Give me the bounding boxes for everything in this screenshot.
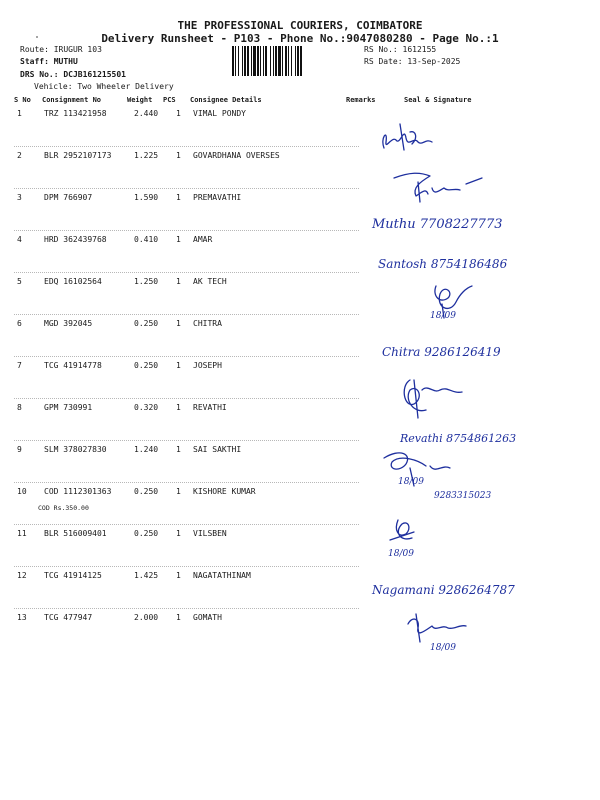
row-consignment: BLR 2952107173: [44, 151, 112, 160]
row-consignee: AK TECH: [193, 277, 227, 286]
signature-7-text: Chitra 9286126419: [382, 345, 501, 359]
signature-6: [430, 286, 472, 321]
signature-4-text: Muthu 7708227773: [372, 217, 503, 232]
row-sno: 2: [17, 151, 22, 160]
row-consignment: TRZ 113421958: [44, 109, 107, 118]
row-weight: 1.225: [134, 151, 159, 160]
staff-label: Staff: MUTHU: [20, 57, 78, 66]
row-pcs: 1: [176, 151, 181, 160]
barcode-bar: [253, 46, 256, 76]
row-sno: 12: [17, 571, 27, 580]
company-title: THE PROFESSIONAL COURIERS, COIMBATORE: [177, 19, 423, 32]
barcode-bar: [278, 46, 281, 76]
row-pcs: 1: [176, 571, 181, 580]
col-weight: Weight: [127, 96, 153, 104]
signature-13-date: 18/09: [430, 643, 456, 653]
row-sno: 13: [17, 613, 27, 622]
signature-5-text: Santosh 8754186486: [378, 257, 508, 271]
row-pcs: 1: [176, 277, 181, 286]
cod-amount-note: COD Rs.350.00: [38, 504, 89, 512]
barcode-bar: [295, 46, 296, 76]
barcode-bar: [257, 46, 259, 76]
row-pcs: 1: [176, 193, 181, 202]
row-consignee: NAGATATHINAM: [193, 571, 251, 580]
row-weight: 0.250: [134, 529, 159, 538]
barcode-bar: [251, 46, 252, 76]
route-label: Route: IRUGUR 103: [20, 45, 102, 54]
row-sno: 5: [17, 277, 22, 286]
row-weight: 2.000: [134, 613, 159, 622]
row-sno: 9: [17, 445, 22, 454]
row-consignee: VILSBEN: [193, 529, 227, 538]
row-consignee: GOVARDHANA OVERSES: [193, 151, 280, 160]
row-divider: [14, 608, 359, 609]
row-pcs: 1: [176, 403, 181, 412]
barcode-bar: [291, 46, 292, 76]
row-consignment: BLR 516009401: [44, 529, 107, 538]
row-consignee: JOSEPH: [193, 361, 222, 370]
row-weight: 1.250: [134, 277, 159, 286]
signature-12-text: Nagamani 9286264787: [372, 583, 515, 597]
barcode-bar: [265, 46, 267, 76]
row-consignment: TCG 41914125: [44, 571, 102, 580]
signature-12: [371, 583, 515, 597]
barcode-bar: [275, 46, 277, 76]
signature-4: [371, 217, 503, 232]
signature-11-date: 18/09: [388, 549, 414, 559]
row-divider: [14, 482, 359, 483]
row-pcs: 1: [176, 445, 181, 454]
row-pcs: 1: [176, 529, 181, 538]
rs-number: RS No.: 1612155: [364, 45, 437, 54]
row-divider: [14, 524, 359, 525]
row-consignment: TCG 477947: [44, 613, 93, 622]
row-divider: [14, 356, 359, 357]
signature-6-date: 18/09: [430, 311, 456, 321]
row-consignee: PREMAVATHI: [193, 193, 242, 202]
barcode-bar: [238, 46, 239, 76]
row-consignment: TCG 41914778: [44, 361, 102, 370]
row-sno: 1: [17, 109, 22, 118]
row-weight: 0.250: [134, 361, 159, 370]
signatures-area: [370, 118, 600, 678]
row-divider: [14, 440, 359, 441]
barcode-bar: [288, 46, 289, 76]
signature-1: [383, 124, 432, 150]
row-pcs: 1: [176, 361, 181, 370]
barcode-bar: [232, 46, 234, 76]
row-divider: [14, 314, 359, 315]
col-pcs: PCS: [163, 96, 176, 104]
barcode-bar: [260, 46, 261, 76]
signature-2: [394, 173, 482, 202]
signature-10-phone: 9283315023: [434, 491, 492, 501]
col-seal-signature: Seal & Signature: [404, 96, 472, 104]
row-pcs: 1: [176, 109, 181, 118]
signature-10-date: 18/09: [398, 477, 424, 487]
row-sno: 11: [17, 529, 27, 538]
barcode-bar: [244, 46, 246, 76]
scan-speck: [36, 36, 38, 38]
barcode-bar: [297, 46, 299, 76]
row-consignment: MGD 392045: [44, 319, 93, 328]
row-consignment: HRD 362439768: [44, 235, 107, 244]
row-weight: 1.425: [134, 571, 159, 580]
barcode-bar: [273, 46, 274, 76]
barcode-bar: [300, 46, 302, 76]
row-pcs: 1: [176, 319, 181, 328]
row-sno: 7: [17, 361, 22, 370]
row-consignment: COD 1112301363: [44, 487, 112, 496]
row-pcs: 1: [176, 613, 181, 622]
row-divider: [14, 398, 359, 399]
signature-9-text: Revathi 8754861263: [400, 432, 517, 445]
signature-11: [388, 520, 414, 559]
row-weight: 0.250: [134, 487, 159, 496]
row-weight: 0.320: [134, 403, 159, 412]
row-consignment: SLM 378027830: [44, 445, 107, 454]
row-divider: [14, 566, 359, 567]
barcode-bar: [263, 46, 264, 76]
row-consignment: DPM 766907: [44, 193, 93, 202]
row-divider: [14, 272, 359, 273]
signature-10: [384, 453, 492, 501]
signature-5: [378, 257, 508, 271]
row-consignee: AMAR: [193, 235, 213, 244]
barcode-bar: [235, 46, 236, 76]
row-consignee: REVATHI: [193, 403, 227, 412]
vehicle-label: Vehicle: Two Wheeler Delivery: [34, 82, 174, 91]
barcode-bar: [270, 46, 271, 76]
row-weight: 0.250: [134, 319, 159, 328]
row-sno: 4: [17, 235, 22, 244]
row-consignment: EDQ 16102564: [44, 277, 102, 286]
drs-label: DRS No.: DCJB161215501: [20, 70, 126, 79]
row-divider: [14, 230, 359, 231]
row-weight: 1.240: [134, 445, 159, 454]
col-remarks: Remarks: [346, 96, 376, 104]
row-consignee: SAI SAKTHI: [193, 445, 242, 454]
row-sno: 3: [17, 193, 22, 202]
barcode-bar: [247, 46, 249, 76]
barcode-bar: [242, 46, 243, 76]
barcode: [232, 46, 360, 76]
row-consignment: GPM 730991: [44, 403, 93, 412]
row-pcs: 1: [176, 235, 181, 244]
row-consignee: GOMATH: [193, 613, 222, 622]
signature-8: [404, 380, 462, 418]
row-weight: 2.440: [134, 109, 159, 118]
col-consignee: Consignee Details: [190, 96, 262, 104]
col-sno: S No: [14, 96, 31, 104]
row-weight: 1.590: [134, 193, 159, 202]
row-sno: 10: [17, 487, 27, 496]
row-weight: 0.410: [134, 235, 159, 244]
signature-7: [382, 345, 501, 359]
row-sno: 6: [17, 319, 22, 328]
row-divider: [14, 188, 359, 189]
row-pcs: 1: [176, 487, 181, 496]
row-consignee: VIMAL PONDY: [193, 109, 246, 118]
runsheet-title: Delivery Runsheet - P103 - Phone No.:9047080280 - Page No.:1: [101, 32, 499, 45]
row-divider: [14, 146, 359, 147]
col-consignment: Consignment No: [42, 96, 102, 104]
barcode-bar: [282, 46, 283, 76]
signature-13: [408, 614, 466, 653]
rs-date: RS Date: 13-Sep-2025: [364, 57, 461, 66]
row-consignee: CHITRA: [193, 319, 222, 328]
row-consignee: KISHORE KUMAR: [193, 487, 256, 496]
signature-9: [399, 432, 516, 445]
barcode-bar: [285, 46, 287, 76]
row-sno: 8: [17, 403, 22, 412]
